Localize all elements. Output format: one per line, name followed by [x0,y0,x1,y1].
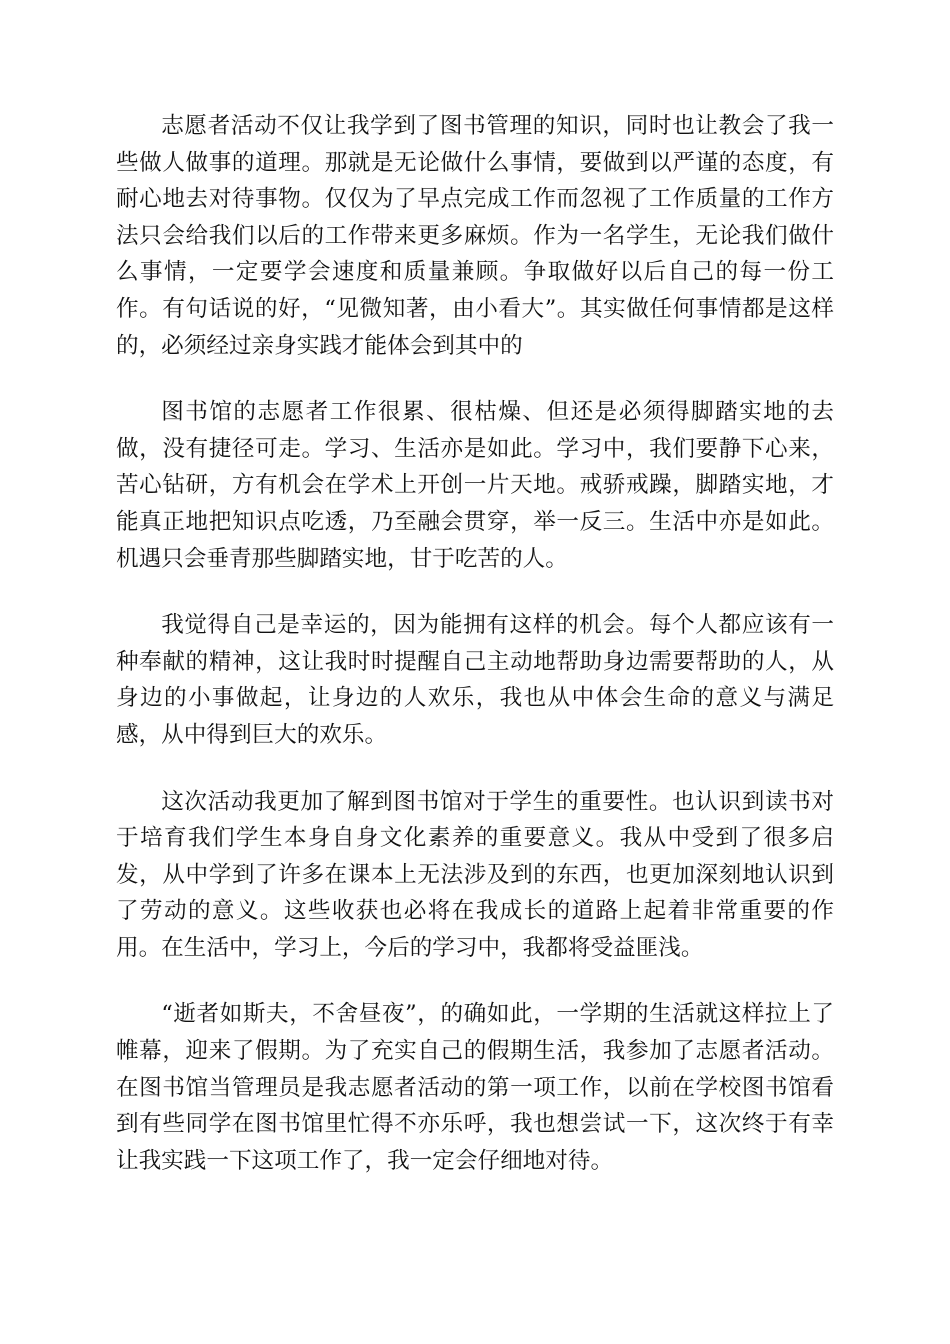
document-body [116,108,834,1179]
paragraph-2: 图书馆的志愿者工作很累、很枯燥、但还是必须得脚踏实地的去做，没有捷径可走。学习、生活亦是如此。学习中，我们要静下心来，苦心钻研，方有机会在学术上开创一片天地。戒骄戒躁，脚踏实地，才能真正地把知识点吃透，乃至融会贯穿，举一反三。生活中亦是如此。机遇只会垂青那些脚踏实地，甘于吃苦的人。 [116,399,834,572]
paragraph-5: “逝者如斯夫，不舍昼夜”，的确如此，一学期的生活就这样拉上了帷幕，迎来了假期。为了充实自己的假期生活，我参加了志愿者活动。在图书馆当管理员是我志愿者活动的第一项工作，以前在学校图书馆看到有些同学在图书馆里忙得不亦乐呼，我也想尝试一下，这次终于有幸让我实践一下这项工作了，我一定会仔细地对待。 [116,1001,834,1174]
paragraph-4: 这次活动我更加了解到图书馆对于学生的重要性。也认识到读书对于培育我们学生本身自身文化素养的重要意义。我从中受到了很多启发，从中学到了许多在课本上无法涉及到的东西，也更加深刻地认识到了劳动的意义。这些收获也必将在我成长的道路上起着非常重要的作用。在生活中，学习上，今后的学习中，我都将受益匪浅。 [116,788,834,961]
paragraph-1: 志愿者活动不仅让我学到了图书管理的知识，同时也让教会了我一些做人做事的道理。那就是无论做什么事情，要做到以严谨的态度，有耐心地去对待事物。仅仅为了早点完成工作而忽视了工作质量的工作方法只会给我们以后的工作带来更多麻烦。作为一名学生，无论我们做什么事情，一定要学会速度和质量兼顾。争取做好以后自己的每一份工作。有句话说的好，“见微知著，由小看大”。其实做任何事情都是这样的，必须经过亲身实践才能体会到其中的 [116,113,834,359]
paragraph-3: 我觉得自己是幸运的，因为能拥有这样的机会。每个人都应该有一种奉献的精神，这让我时时提醒自己主动地帮助身边需要帮助的人，从身边的小事做起，让身边的人欢乐，我也从中体会生命的意义与满足感，从中得到巨大的欢乐。 [116,612,834,748]
